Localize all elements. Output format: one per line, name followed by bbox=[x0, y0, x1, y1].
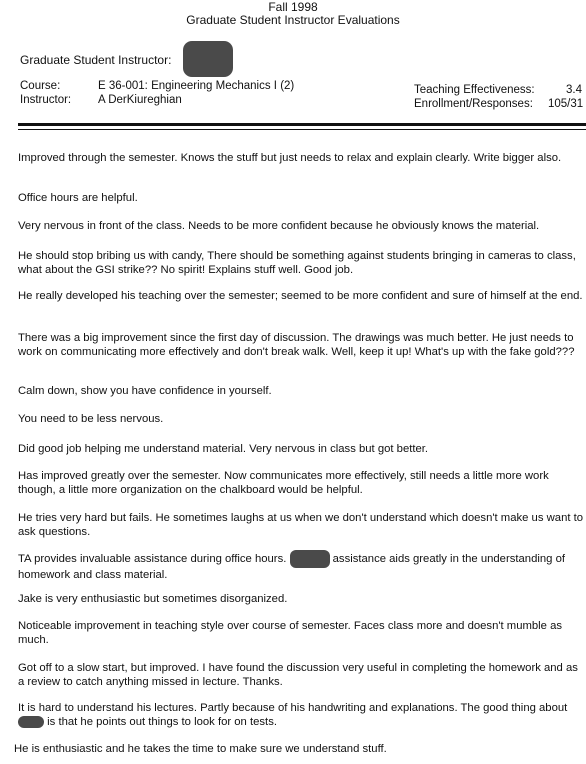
comment-item: You need to be less nervous. bbox=[18, 413, 164, 425]
header-divider-thin bbox=[18, 129, 586, 130]
comment-text-after: assistance aids greatly in the understanding of homework and class material. bbox=[18, 552, 565, 581]
comment-item: Did good job helping me understand material. Very nervous in class but got better. bbox=[18, 443, 429, 455]
report-title: Graduate Student Instructor Evaluations bbox=[186, 13, 400, 27]
comment-item: He really developed his teaching over the semester; seemed to be more confident and sure of himself at the end. bbox=[18, 290, 583, 302]
comment-item: Office hours are helpful. bbox=[18, 192, 138, 204]
teaching-effectiveness-label: Teaching Effectiveness: bbox=[414, 84, 535, 96]
instructor-label: Instructor: bbox=[20, 94, 72, 106]
course-label: Course: bbox=[20, 80, 61, 92]
comment-item: Jake is very enthusiastic but sometimes disorganized. bbox=[18, 593, 288, 605]
header-divider-thick bbox=[18, 123, 586, 126]
comment-item: He should stop bribing us with candy, There should be something against students bringing in cameras to class, what about the GSI strike?? No spirit! Explains stuff well. Good job. bbox=[18, 250, 576, 276]
enrollment-label: Enrollment/Responses: bbox=[414, 98, 533, 110]
comment-item: Noticeable improvement in teaching style over course of semester. Faces class more and doesn't mumble as much. bbox=[18, 620, 563, 646]
redacted-name bbox=[290, 550, 330, 568]
comment-item: Calm down, show you have confidence in yourself. bbox=[18, 385, 272, 397]
comment-item: There was a big improvement since the first day of discussion. The drawings was much better. He just needs to work on communicating more effectively and don't break walk. Well, keep it up! What's up with the fake gold??? bbox=[18, 332, 575, 358]
comment-item: Got off to a slow start, but improved. I have found the discussion very useful in completing the homework and as a review to catch anything missed in lecture. Thanks. bbox=[18, 662, 578, 688]
comment-item: He is enthusiastic and he takes the time to make sure we understand stuff. bbox=[14, 743, 387, 755]
comment-item bbox=[18, 550, 584, 582]
comment-text-before: TA provides invaluable assistance during office hours. bbox=[18, 552, 287, 565]
report-term: Fall 1998 bbox=[268, 0, 318, 14]
enrollment-value: 105/31 bbox=[548, 98, 584, 110]
comment-item bbox=[18, 701, 584, 729]
course-value: E 36-001: Engineering Mechanics I (2) bbox=[98, 80, 295, 92]
comment-item: Very nervous in front of the class. Needs to be more confident because he obviously knows the material. bbox=[18, 220, 540, 232]
comment-text-after: is that he points out things to look for on tests. bbox=[47, 716, 277, 728]
gsi-label: Graduate Student Instructor: bbox=[20, 53, 172, 67]
teaching-effectiveness-value: 3.4 bbox=[566, 84, 582, 96]
comment-item: Improved through the semester. Knows the stuff but just needs to relax and explain clearly. Write bigger also. bbox=[18, 152, 562, 164]
redacted-name bbox=[18, 716, 44, 728]
redacted-name bbox=[183, 41, 233, 77]
comment-item: Has improved greatly over the semester. Now communicates more effectively, still needs a little more work though, a little more organization on the chalkboard would be helpful. bbox=[18, 470, 549, 496]
instructor-value: A DerKiureghian bbox=[98, 94, 182, 106]
comment-item: He tries very hard but fails. He sometimes laughs at us when we don't understand which doesn't make us want to ask questions. bbox=[18, 512, 584, 538]
comment-text-before: It is hard to understand his lectures. Partly because of his handwriting and explanations. The good thing about bbox=[18, 702, 568, 714]
